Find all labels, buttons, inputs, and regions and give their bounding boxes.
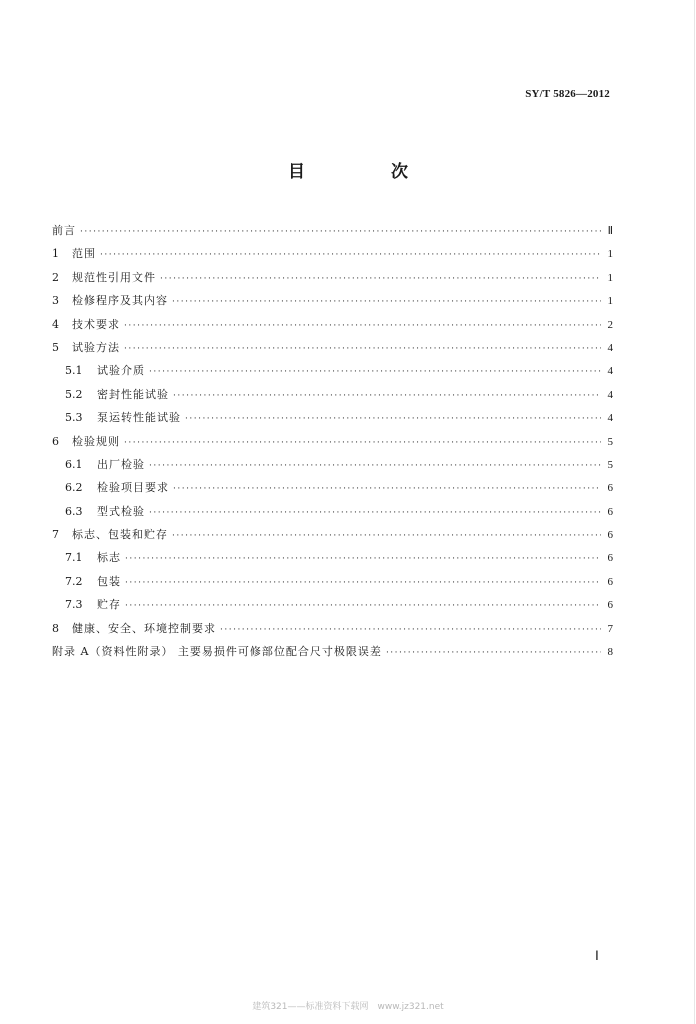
toc-entry[interactable] — [52, 313, 613, 336]
toc-entry-number: 7.1 — [65, 551, 83, 565]
toc-entry-number: 6.2 — [65, 481, 83, 495]
toc-entry-page: 6 — [607, 529, 613, 542]
toc-entry[interactable] — [52, 617, 613, 640]
toc-entry-title: 检验规则 — [72, 434, 120, 448]
toc-entry[interactable] — [52, 430, 613, 453]
toc-entry-page: 1 — [607, 295, 613, 308]
toc-leader-dots — [386, 642, 601, 665]
toc-entry[interactable] — [52, 336, 613, 359]
toc-entry[interactable] — [52, 640, 613, 663]
toc-entry-title: 试验介质 — [97, 364, 145, 378]
toc-leader-dots — [220, 619, 601, 642]
toc-entry-page: 6 — [607, 599, 613, 612]
toc-entry-title: 泵运转性能试验 — [97, 411, 181, 425]
standard-code: SY/T 5826—2012 — [525, 88, 610, 100]
toc-entry[interactable] — [52, 500, 613, 523]
toc-entry-number: 4 — [52, 317, 59, 331]
toc-entry-title: 前言 — [52, 224, 76, 237]
toc-leader-dots — [124, 432, 601, 455]
toc-entry-page: 4 — [607, 341, 613, 354]
toc-entry-title: 试验方法 — [72, 340, 120, 354]
toc-entry-page: 6 — [607, 482, 613, 495]
toc-entry-title: 标志 — [97, 551, 121, 565]
toc-leader-dots — [172, 525, 601, 548]
toc-entry-page: 4 — [607, 412, 613, 425]
toc-leader-dots — [149, 361, 601, 384]
toc-entry-title: 检修程序及其内容 — [72, 294, 168, 308]
toc-entry-title: 型式检验 — [97, 504, 145, 518]
toc-entry-page: 6 — [607, 575, 613, 588]
toc-entry-page: 5 — [607, 435, 613, 448]
toc-entry-number: 3 — [52, 294, 59, 308]
toc-entry[interactable] — [52, 289, 613, 312]
toc-entry-title: 包装 — [97, 574, 121, 588]
toc-leader-dots — [125, 572, 601, 595]
toc-entry-title: 规范性引用文件 — [72, 270, 156, 284]
watermark-text: 建筑321——标准资料下载网 www.jz321.net — [252, 1002, 444, 1012]
toc-leader-dots — [80, 221, 601, 244]
toc-entry-number: 5.3 — [65, 411, 83, 425]
toc-entry[interactable] — [52, 546, 613, 569]
toc-entry-title: 技术要求 — [72, 317, 120, 331]
toc-entry-number: 2 — [52, 270, 59, 284]
toc-entry-title: 贮存 — [97, 598, 121, 612]
toc-entry-number: 5.2 — [65, 387, 83, 401]
toc-leader-dots — [149, 455, 601, 478]
toc-entry-title: 出厂检验 — [97, 457, 145, 471]
toc-entry-number: 5.1 — [65, 364, 83, 378]
toc-entry[interactable] — [52, 476, 613, 499]
toc-entry-number: 5 — [52, 340, 59, 354]
toc-entry-title: 标志、包装和贮存 — [72, 528, 168, 542]
toc-entry-page: 6 — [607, 552, 613, 565]
toc-leader-dots — [149, 502, 601, 525]
toc-entry-title: 附录 A（资料性附录） 主要易损件可修部位配合尺寸极限误差 — [52, 645, 382, 659]
toc-entry[interactable] — [52, 266, 613, 289]
toc-leader-dots — [173, 385, 601, 408]
toc-entry[interactable] — [52, 219, 613, 242]
toc-entry-page: 7 — [607, 622, 613, 635]
toc-leader-dots — [160, 268, 601, 291]
toc-entry[interactable] — [52, 570, 613, 593]
toc-entry-number: 7.3 — [65, 598, 83, 612]
toc-entry-page: 6 — [607, 505, 613, 518]
toc-entry-page: 2 — [607, 318, 613, 331]
toc-leader-dots — [124, 338, 601, 361]
toc-leader-dots — [185, 408, 601, 431]
toc-entry[interactable] — [52, 453, 613, 476]
toc-entry[interactable] — [52, 593, 613, 616]
toc-entry-page: 1 — [607, 248, 613, 261]
toc-entry-page: 4 — [607, 388, 613, 401]
toc-entry-title: 密封性能试验 — [97, 387, 169, 401]
toc-entry[interactable] — [52, 383, 613, 406]
toc-entry[interactable] — [52, 523, 613, 546]
toc-leader-dots — [125, 595, 601, 618]
toc-entry-page: Ⅱ — [607, 225, 613, 237]
toc-leader-dots — [172, 291, 601, 314]
toc-entry-title: 范围 — [72, 247, 96, 261]
toc-entry-number: 7.2 — [65, 574, 83, 588]
toc-entry[interactable] — [52, 359, 613, 382]
toc-entry-title: 健康、安全、环境控制要求 — [72, 621, 216, 635]
toc-entry[interactable] — [52, 406, 613, 429]
toc-leader-dots — [125, 548, 601, 571]
toc-entry-page: 8 — [607, 646, 613, 659]
table-of-contents — [52, 219, 613, 663]
toc-entry-number: 6 — [52, 434, 59, 448]
toc-entry-number: 7 — [52, 528, 59, 542]
page-edge-line — [694, 0, 695, 1024]
page-title: 目 次 — [288, 162, 448, 182]
toc-entry-title: 检验项目要求 — [97, 481, 169, 495]
page-number: Ⅰ — [595, 948, 599, 963]
toc-leader-dots — [124, 315, 601, 338]
toc-entry-number: 6.1 — [65, 457, 83, 471]
toc-leader-dots — [173, 478, 601, 501]
toc-entry-number: 6.3 — [65, 504, 83, 518]
toc-entry-number: 8 — [52, 621, 59, 635]
toc-entry-page: 5 — [607, 458, 613, 471]
toc-entry[interactable] — [52, 242, 613, 265]
toc-entry-number: 1 — [52, 247, 59, 261]
toc-entry-page: 1 — [607, 271, 613, 284]
toc-leader-dots — [100, 244, 601, 267]
toc-entry-page: 4 — [607, 365, 613, 378]
